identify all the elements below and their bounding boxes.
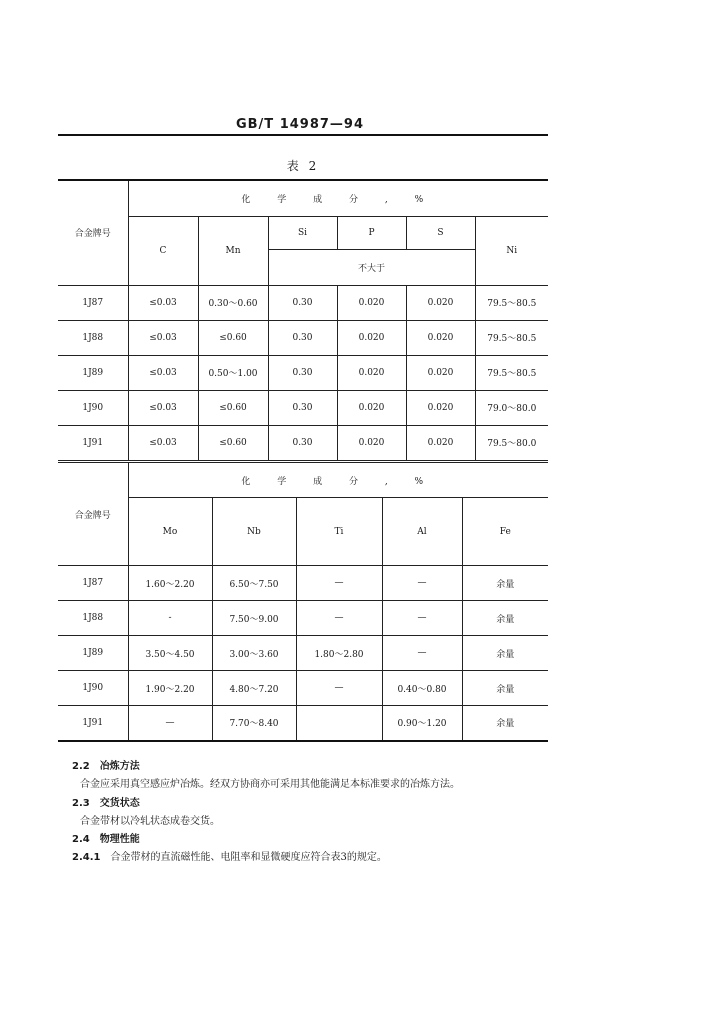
table-row bbox=[58, 566, 548, 601]
table-row bbox=[58, 706, 548, 741]
table-row bbox=[58, 355, 548, 390]
fe-cell: 余量 bbox=[462, 601, 548, 636]
si-cell: 0.30 bbox=[268, 355, 337, 390]
ti-cell: — bbox=[296, 566, 382, 601]
section-number: 2.4 bbox=[72, 834, 90, 845]
s-cell: 0.020 bbox=[406, 390, 475, 425]
section-title: 物理性能 bbox=[99, 834, 140, 845]
ni-cell: 79.5～80.5 bbox=[475, 285, 548, 320]
al-cell: — bbox=[382, 566, 462, 601]
p-cell: 0.020 bbox=[337, 355, 406, 390]
mo-cell: - bbox=[128, 601, 212, 636]
section-number: 2.3 bbox=[72, 798, 90, 809]
table-row bbox=[58, 285, 548, 320]
nb-cell: 6.50～7.50 bbox=[212, 566, 296, 601]
mo-cell: 1.60～2.20 bbox=[128, 566, 212, 601]
s-cell: 0.020 bbox=[406, 425, 475, 460]
al-cell: — bbox=[382, 601, 462, 636]
composition-header: 化 学 成 分 , % bbox=[128, 180, 548, 216]
s-cell: 0.020 bbox=[406, 320, 475, 355]
p-cell: 0.020 bbox=[337, 390, 406, 425]
grade-cell: 1J87 bbox=[58, 566, 128, 601]
grade-cell: 1J90 bbox=[58, 671, 128, 706]
nb-cell: 7.50～9.00 bbox=[212, 601, 296, 636]
p-cell: 0.020 bbox=[337, 425, 406, 460]
c-cell: ≤0.03 bbox=[128, 355, 198, 390]
section-2-4-heading bbox=[72, 830, 140, 845]
col-si: Si bbox=[268, 216, 337, 249]
mn-cell: 0.30～0.60 bbox=[198, 285, 268, 320]
si-cell: 0.30 bbox=[268, 285, 337, 320]
grade-cell: 1J87 bbox=[58, 285, 128, 320]
ti-cell: — bbox=[296, 601, 382, 636]
document-code: GB/T 14987—94 bbox=[235, 117, 365, 132]
table-title: 表 2 bbox=[286, 159, 320, 173]
c-cell: ≤0.03 bbox=[128, 320, 198, 355]
col-p: P bbox=[337, 216, 406, 249]
grade-header: 合金牌号 bbox=[58, 180, 128, 285]
section-body: 合金带材的直流磁性能、电阻率和显微硬度应符合表3的规定。 bbox=[110, 852, 387, 863]
c-cell: ≤0.03 bbox=[128, 285, 198, 320]
col-c: C bbox=[128, 216, 198, 285]
section-2-2-heading bbox=[72, 757, 140, 772]
mn-cell: ≤0.60 bbox=[198, 390, 268, 425]
sub-header-max: 不大于 bbox=[268, 249, 475, 285]
fe-cell: 余量 bbox=[462, 706, 548, 741]
table-row bbox=[58, 601, 548, 636]
c-cell: ≤0.03 bbox=[128, 425, 198, 460]
nb-cell: 7.70～8.40 bbox=[212, 706, 296, 741]
section-title: 冶炼方法 bbox=[99, 761, 140, 772]
section-2-3-text: 合金带材以冷轧状态成卷交货。 bbox=[80, 816, 220, 827]
col-nb: Nb bbox=[212, 498, 296, 566]
si-cell: 0.30 bbox=[268, 425, 337, 460]
al-cell: 0.90～1.20 bbox=[382, 706, 462, 741]
col-ni: Ni bbox=[475, 216, 548, 285]
col-fe: Fe bbox=[462, 498, 548, 566]
mo-cell: — bbox=[128, 706, 212, 741]
p-cell: 0.020 bbox=[337, 285, 406, 320]
col-mo: Mo bbox=[128, 498, 212, 566]
header-rule bbox=[58, 134, 548, 136]
grade-header: 合金牌号 bbox=[58, 463, 128, 566]
grade-cell: 1J88 bbox=[58, 320, 128, 355]
section-2-4-1-text bbox=[72, 848, 387, 863]
ti-cell bbox=[296, 706, 382, 741]
grade-cell: 1J89 bbox=[58, 355, 128, 390]
table-row bbox=[58, 671, 548, 706]
ti-cell: — bbox=[296, 671, 382, 706]
nb-cell: 4.80～7.20 bbox=[212, 671, 296, 706]
composition-header: 化 学 成 分 , % bbox=[128, 463, 548, 498]
ni-cell: 79.5～80.5 bbox=[475, 355, 548, 390]
ni-cell: 79.0～80.0 bbox=[475, 390, 548, 425]
table-row bbox=[58, 390, 548, 425]
fe-cell: 余量 bbox=[462, 636, 548, 671]
col-ti: Ti bbox=[296, 498, 382, 566]
table-row bbox=[58, 425, 548, 460]
ni-cell: 79.5～80.5 bbox=[475, 320, 548, 355]
grade-cell: 1J91 bbox=[58, 706, 128, 741]
mn-cell: 0.50～1.00 bbox=[198, 355, 268, 390]
grade-cell: 1J91 bbox=[58, 425, 128, 460]
fe-cell: 余量 bbox=[462, 671, 548, 706]
col-al: Al bbox=[382, 498, 462, 566]
si-cell: 0.30 bbox=[268, 390, 337, 425]
al-cell: — bbox=[382, 636, 462, 671]
si-cell: 0.30 bbox=[268, 320, 337, 355]
p-cell: 0.020 bbox=[337, 320, 406, 355]
col-s: S bbox=[406, 216, 475, 249]
section-number: 2.2 bbox=[72, 761, 90, 772]
grade-cell: 1J88 bbox=[58, 601, 128, 636]
mo-cell: 3.50～4.50 bbox=[128, 636, 212, 671]
ti-cell: 1.80～2.80 bbox=[296, 636, 382, 671]
mo-cell: 1.90～2.20 bbox=[128, 671, 212, 706]
table-row bbox=[58, 320, 548, 355]
c-cell: ≤0.03 bbox=[128, 390, 198, 425]
table-row bbox=[58, 636, 548, 671]
composition-table-2 bbox=[58, 462, 548, 742]
col-mn: Mn bbox=[198, 216, 268, 285]
ni-cell: 79.5～80.0 bbox=[475, 425, 548, 460]
section-2-2-text: 合金应采用真空感应炉冶炼。经双方协商亦可采用其他能满足本标准要求的冶炼方法。 bbox=[80, 779, 460, 790]
section-number: 2.4.1 bbox=[72, 852, 101, 863]
al-cell: 0.40～0.80 bbox=[382, 671, 462, 706]
fe-cell: 余量 bbox=[462, 566, 548, 601]
mn-cell: ≤0.60 bbox=[198, 425, 268, 460]
s-cell: 0.020 bbox=[406, 355, 475, 390]
s-cell: 0.020 bbox=[406, 285, 475, 320]
mn-cell: ≤0.60 bbox=[198, 320, 268, 355]
grade-cell: 1J89 bbox=[58, 636, 128, 671]
composition-table-1 bbox=[58, 179, 548, 461]
grade-cell: 1J90 bbox=[58, 390, 128, 425]
section-2-3-heading bbox=[72, 794, 140, 809]
nb-cell: 3.00～3.60 bbox=[212, 636, 296, 671]
section-title: 交货状态 bbox=[99, 798, 140, 809]
